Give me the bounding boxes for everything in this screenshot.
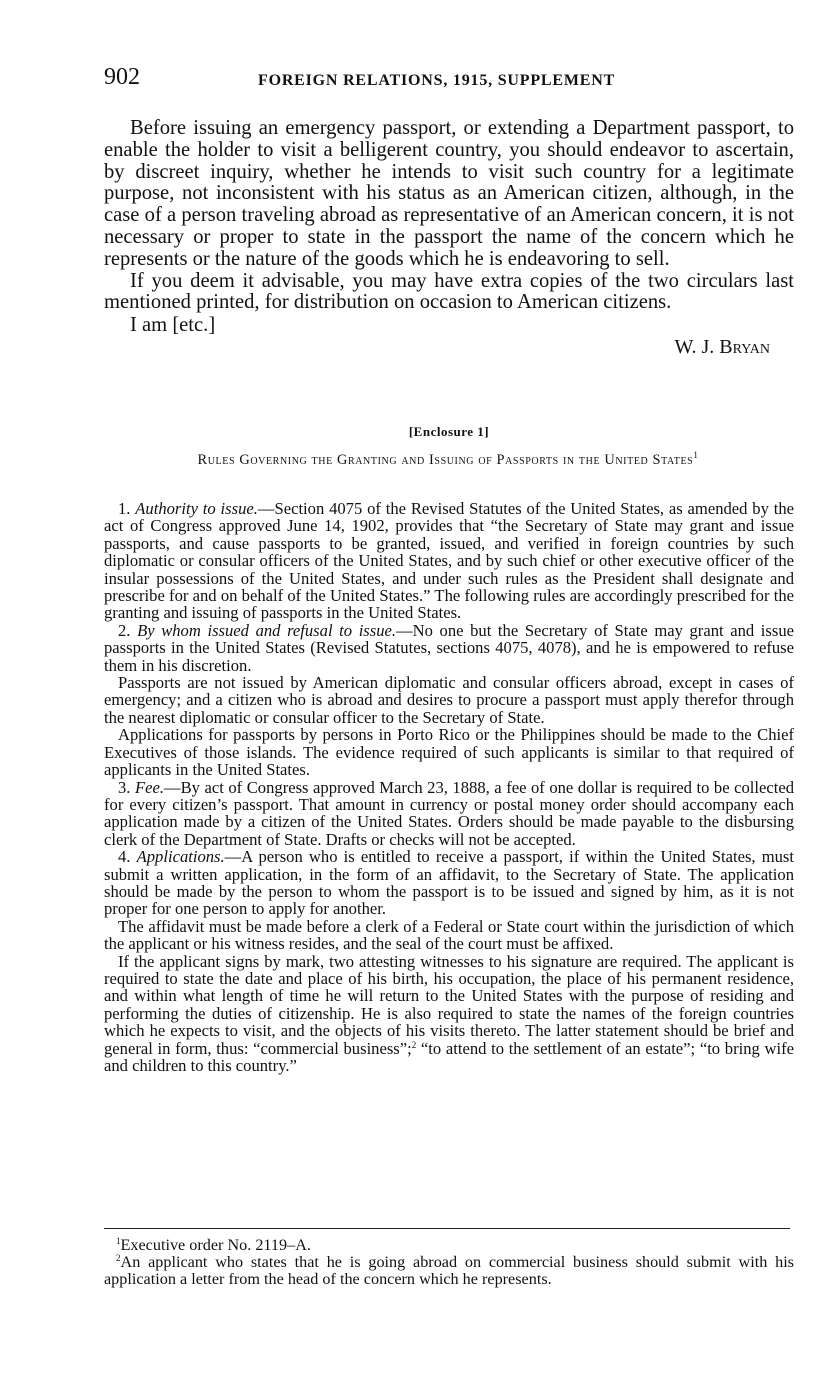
rule-number: 3.: [118, 777, 131, 797]
footnote: [104, 1254, 794, 1288]
letter-body: [104, 117, 794, 359]
rule-text: —A person who is entitled to receive a passport, if within the United States, must submit a written application, in the form of an affidavit, to the Secretary of State. The application should be made by the person to whom the passport is to be issued and signed by him, as it is not proper for one person to apply for another.: [104, 847, 794, 919]
footnote-mark: 1: [116, 1236, 121, 1246]
footnote-text: An applicant who states that he is going abroad on commercial business should submit with his application a letter from the head of the concern which he represents.: [104, 1253, 794, 1288]
signature: W. J. Bryan: [674, 336, 770, 359]
rule-paragraph: Passports are not issued by American diplomatic and consular officers abroad, except in cases of emergency; and a citizen who is abroad and desires to procure a passport must apply therefor through the nearest diplomatic or consular officer to the Secretary of State.: [104, 673, 794, 727]
rule-number: 2.: [118, 620, 131, 640]
rule-heading: Applications.: [136, 847, 225, 867]
rule-2: [104, 622, 794, 674]
closing-block: [104, 314, 794, 359]
rule-3: [104, 779, 794, 849]
rule-text: —Section 4075 of the Revised Statutes of the United States, as amended by the act of Congress approved June 14, 1902, provides that “the Secretary of State may grant and issue passports, and cause passports to be granted, issued, and verified in foreign countries by such diplomatic or consular officers of the United States, and by such chief or other executive officer of the insular possessions of the United States, and under such rules as the President shall designate and prescribe for and on behalf of the United States.” The following rules are accordingly prescribed for the granting and issuing of passports in the United States.: [104, 499, 794, 623]
enclosure-title: [118, 452, 778, 469]
enclosure-title-text: Rules Governing the Granting and Issuing of Passports in the United States: [197, 452, 694, 468]
rule-paragraph: The affidavit must be made before a clerk of a Federal or State court within the jurisdiction of which the applicant or his witness resides, and the seal of the court must be affixed.: [104, 916, 794, 954]
rule-heading: Fee.: [135, 777, 165, 797]
footnote: [104, 1237, 794, 1254]
footnote-mark: 2: [116, 1253, 121, 1263]
rule-paragraph-text: “to attend to the settlement of an estate”; “to bring wife and children to this country.”: [104, 1038, 794, 1075]
letter-paragraph: If you deem it advisable, you may have extra copies of the two circulars last mentioned printed, for distribution on occasion to American citizens.: [104, 269, 794, 314]
running-head: FOREIGN RELATIONS, 1915, SUPPLEMENT: [258, 72, 616, 89]
footnote-ref: 2: [411, 1039, 417, 1050]
rule-heading: Authority to issue.: [135, 499, 258, 518]
enclosure-label: [Enclosure 1]: [408, 424, 490, 439]
rule-text: —By act of Congress approved March 23, 1888, a fee of one dollar is required to be collected for every citizen’s passport. That amount in currency or postal money order should accompany each application made by a citizen of the United States. Orders should be made payable to the disbursing clerk of the Department of State. Drafts or checks will not be accepted.: [104, 777, 795, 849]
rule-heading: By whom issued and refusal to issue.: [137, 620, 397, 640]
footnotes: [104, 1237, 794, 1288]
rule-1: [104, 500, 794, 622]
footnote-text: Executive order No. 2119–A.: [120, 1236, 311, 1254]
footnote-divider: [104, 1228, 790, 1229]
rule-number: 4.: [118, 847, 131, 867]
page-header: [104, 64, 794, 94]
rule-paragraph: [104, 953, 794, 1075]
rule-number: 1.: [118, 499, 131, 518]
rule-text: —No one but the Secretary of State may grant and issue passports in the United States (Revised Statutes, sections 4075, 4078), and he is empowered to refuse them in his discretion.: [104, 620, 794, 675]
rule-paragraph-text: If the applicant signs by mark, two attesting witnesses to his signature are required. The applicant is required to state the date and place of his birth, his occupation, the place of his permanent residence, and within what length of time he will return to the United States with the purpose of residing and performing the duties of citizenship. He is also required to state the names of the foreign countries which he expects to visit, and the objects of his visits thereto. The latter statement should be brief and general in form, thus: “commercial business”;: [104, 951, 794, 1058]
rules-body: [104, 500, 794, 1074]
letter-paragraph: Before issuing an emergency passport, or extending a Department passport, to enable the holder to visit a belligerent country, you should endeavor to ascertain, by discreet inquiry, whether he intends to visit such country for a legitimate purpose, not inconsistent with his status as an American citizen, although, in the case of a person traveling abroad as representative of an American concern, it is not necessary or proper to state in the passport the name of the concern which he represents or the nature of the goods which he is endeavoring to sell.: [104, 117, 794, 270]
rule-4: [104, 848, 794, 918]
rule-paragraph: Applications for passports by persons in Porto Rico or the Philippines should be made to the Chief Executives of those islands. The evidence required of such applicants is similar to that required of applicants in the United States.: [104, 725, 794, 780]
page-number: 902: [104, 64, 140, 90]
closing-line: I am [etc.]: [130, 314, 216, 337]
footnote-ref: 1: [693, 450, 699, 460]
